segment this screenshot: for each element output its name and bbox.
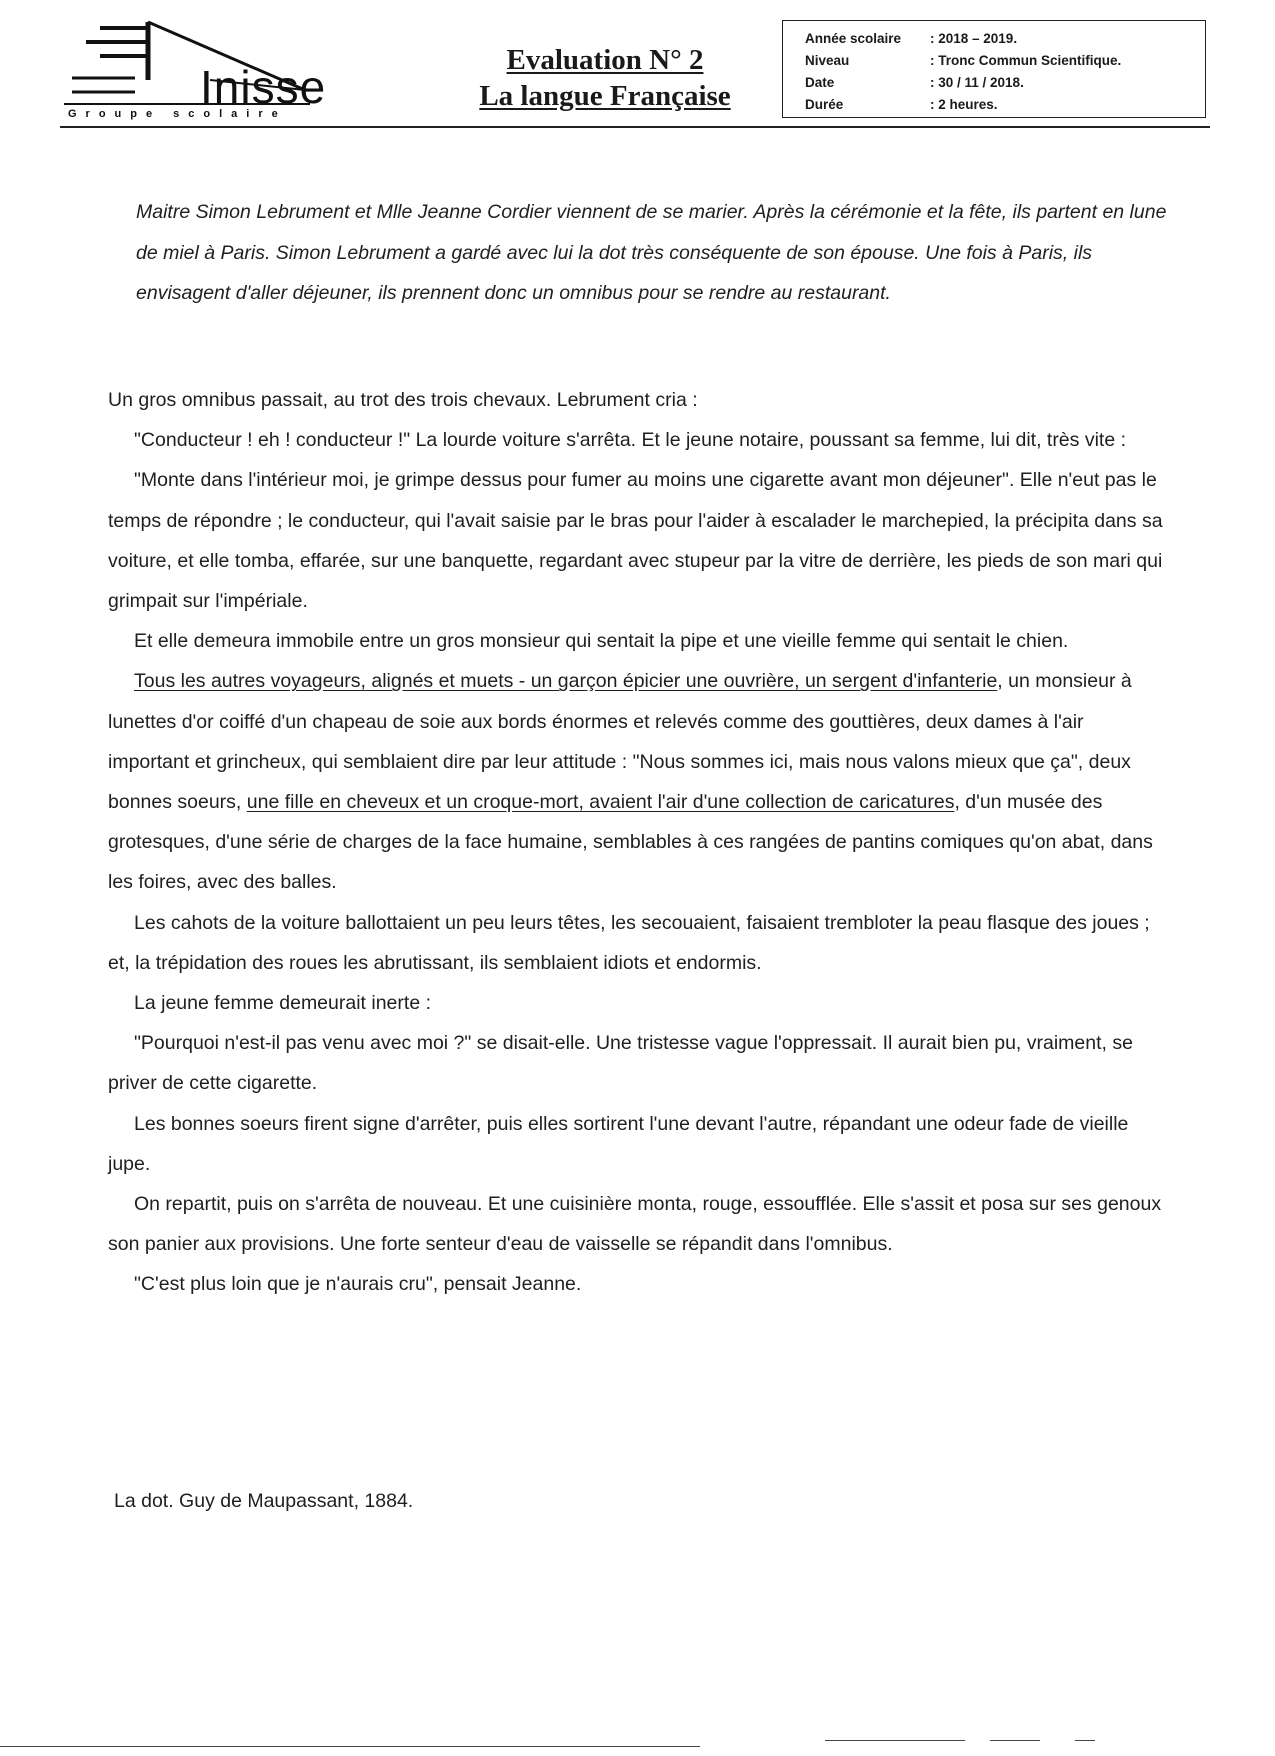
info-value: : 2 heures. <box>930 97 998 112</box>
title-line-2: La langue Française <box>479 80 731 112</box>
info-row <box>805 72 1205 94</box>
underlined-passage: une fille en cheveux et un croque-mort, avaient l'air d'une collection de caricatures <box>246 791 955 814</box>
reading-text <box>108 380 1168 1305</box>
text-span: , d'un musée des grotesques, d'une série de charges de la face humaine, semblables à ces rangées de pantins comiques qu'on abat, dans les foires, avec des balles. <box>108 791 1153 894</box>
title-line-1: Evaluation N° 2 <box>506 44 704 76</box>
footer-line <box>1075 1740 1095 1741</box>
footer-line <box>825 1740 965 1741</box>
underlined-passage: Tous les autres voyageurs, alignés et muets - un garçon épicier une ouvrière, un sergent d'infanterie <box>134 670 998 693</box>
exam-info-box <box>782 20 1206 118</box>
text-paragraph: "Monte dans l'intérieur moi, je grimpe dessus pour fumer au moins une cigarette avant mon déjeuner". Elle n'eut pas le temps de répondre ; le conducteur, qui l'avait saisie par le bras pour l'aider à escalader le marchepied, la précipita dans sa voiture, et elle tomba, effarée, sur une banquette, regardant avec stupeur par la vitre de derrière, les pieds de son mari qui grimpait sur l'impériale. <box>108 469 1163 613</box>
info-row <box>805 50 1205 72</box>
logo-name: Inisse <box>200 61 327 113</box>
source-citation: La dot. Guy de Maupassant, 1884. <box>114 1490 414 1512</box>
info-value: : 2018 – 2019. <box>930 31 1018 46</box>
text-paragraph: "Pourquoi n'est-il pas venu avec moi ?" se disait-elle. Une tristesse vague l'oppressait. Il aurait bien pu, vraiment, se priver de cette cigarette. <box>108 1032 1133 1095</box>
text-paragraph: On repartit, puis on s'arrêta de nouveau. Et une cuisinière monta, rouge, essoufflée. Elle s'assit et posa sur ses genoux son panier aux provisions. Une forte senteur d'eau de vaisselle se répandit dans l'omnibus. <box>108 1193 1162 1256</box>
text-paragraph: Un gros omnibus passait, au trot des trois chevaux. Lebrument cria : <box>108 389 698 411</box>
text-paragraph: La jeune femme demeurait inerte : <box>134 992 431 1015</box>
info-value: : Tronc Commun Scientifique. <box>930 53 1122 68</box>
intro-text: Maitre Simon Lebrument et Mlle Jeanne Cordier viennent de se marier. Après la cérémonie et la fête, ils partent en lune de miel à Paris. Simon Lebrument a gardé avec lui la dot très conséquente de son épouse. Une fois à Paris, ils envisagent d'aller déjeuner, ils prennent donc un omnibus pour se rendre au restaurant. <box>136 201 1167 304</box>
logo-subtitle: Groupe scolaire <box>68 108 287 120</box>
info-label: Date <box>805 75 835 90</box>
intro-paragraph <box>136 192 1176 314</box>
header-divider <box>60 126 1210 128</box>
text-span: , un monsieur à lunettes d'or coiffé d'un chapeau de soie aux bords énormes et relevés comme des gouttières, deux dames à l'air important et grincheux, qui semblaient dire par leur attitude : "Nous sommes ici, mais nous valons mieux que ça", deux bonnes soeurs, <box>108 670 1132 814</box>
footer-line <box>990 1740 1040 1741</box>
text-paragraph: "Conducteur ! eh ! conducteur !" La lourde voiture s'arrêta. Et le jeune notaire, poussant sa femme, lui dit, très vite : <box>134 429 1127 452</box>
footer-line <box>0 1746 700 1747</box>
info-label: Année scolaire <box>805 31 902 46</box>
text-paragraph: Les bonnes soeurs firent signe d'arrêter, puis elles sortirent l'une devant l'autre, répandant une odeur fade de vieille jupe. <box>108 1112 1129 1175</box>
school-logo <box>60 20 360 120</box>
exam-title <box>440 42 770 114</box>
info-row <box>805 28 1205 50</box>
text-paragraph: Et elle demeura immobile entre un gros monsieur qui sentait la pipe et une vieille femme qui sentait le chien. <box>134 630 1069 653</box>
info-label: Durée <box>805 97 844 112</box>
info-label: Niveau <box>805 53 850 68</box>
text-paragraph: Les cahots de la voiture ballottaient un peu leurs têtes, les secouaient, faisaient trembloter la peau flasque des joues ; et, la trépidation des roues les abrutissant, ils semblaient idiots et endormis. <box>108 911 1150 974</box>
info-value: : 30 / 11 / 2018. <box>930 75 1024 90</box>
text-paragraph <box>108 661 1168 902</box>
text-paragraph: "C'est plus loin que je n'aurais cru", pensait Jeanne. <box>134 1273 582 1296</box>
info-row <box>805 94 1205 116</box>
